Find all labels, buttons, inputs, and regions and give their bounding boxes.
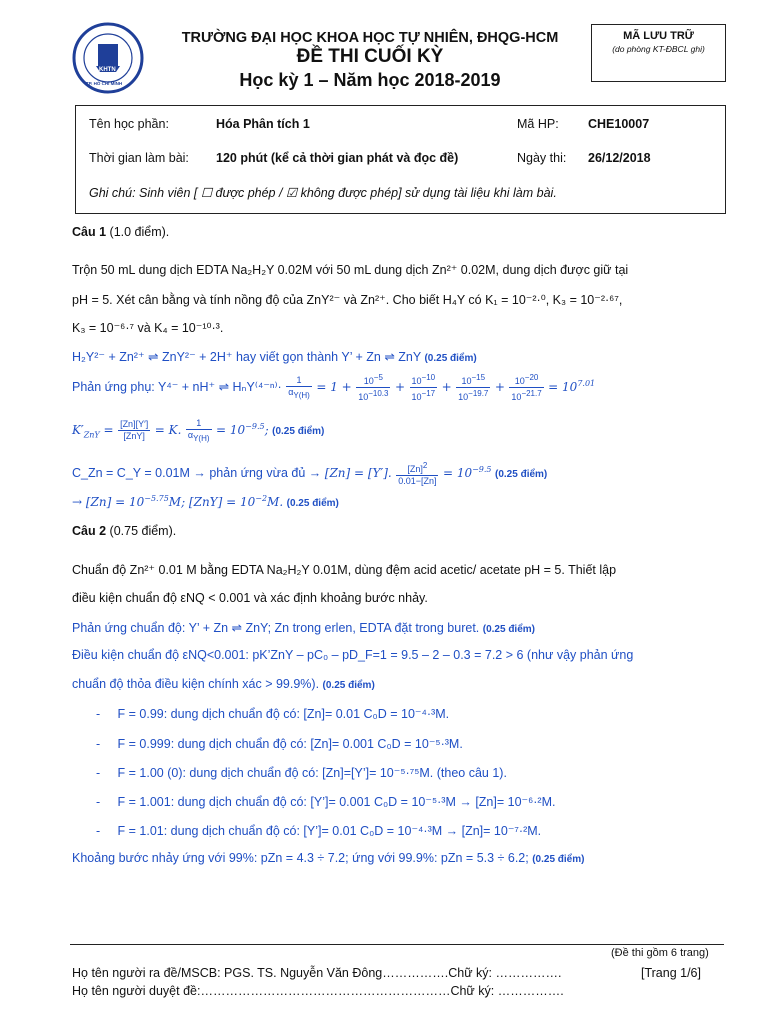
- q1-answer-4-points: (0.25 điểm): [495, 468, 548, 480]
- q2-answer-3-points: (0.25 điểm): [322, 680, 375, 691]
- archive-box: [591, 24, 726, 82]
- q1-line-2: pH = 5. Xét cân bằng và tính nồng độ của ZnY²⁻ và Zn²⁺. Cho biết H₄Y có K₁ = 10⁻²·⁰, K₃ = 10⁻²·⁶⁷,: [72, 293, 623, 307]
- exam-term: Học kỳ 1 – Năm học 2018-2019: [239, 70, 501, 90]
- q2-item-5: - F = 1.01: dung dịch chuẩn độ có: [Y’]= 0.01 C₀D = 10⁻⁴·³M → [Zn]= 10⁻⁷·²M.: [96, 824, 542, 838]
- logo-text: KHTN: [99, 67, 116, 73]
- q2-answer-4: [72, 851, 584, 865]
- q1-title: Câu 1: [72, 225, 107, 239]
- logo-sub: TP. HỒ CHÍ MINH: [86, 81, 123, 86]
- archive-note: (do phòng KT-ĐBCL ghi): [612, 44, 705, 54]
- date-label: Ngày thi:: [517, 151, 567, 165]
- q2-points: (0.75 điểm).: [109, 524, 177, 538]
- page-number: [Trang 1/6]: [641, 966, 701, 980]
- q2-answer-1-text: Phản ứng chuẩn độ: Y’ + Zn ⇌ ZnY; Zn trong erlen, EDTA đặt trong buret.: [72, 621, 480, 635]
- university-logo: [72, 22, 144, 94]
- q2-item-5-text: F = 1.01: dung dịch chuẩn độ có: [Y’]= 0.01 C₀D = 10⁻⁴·³M → [Zn]= 10⁻⁷·²M.: [117, 824, 542, 838]
- q1-answer-5: → $[Zn] = 10^{-5.75}M$; $[ZnY] = 10^{-2}M$. (0.25 điểm): [72, 494, 339, 509]
- q2-item-2: - F = 0.999: dung dịch chuẩn độ có: [Zn]= 0.001 C₀D = 10⁻⁵·³M.: [96, 737, 463, 751]
- time-label: Thời gian làm bài:: [89, 151, 189, 165]
- q1-points: (1.0 điểm).: [109, 225, 170, 239]
- exam-info-box: [75, 105, 726, 214]
- code-value: CHE10007: [588, 117, 650, 131]
- q2-item-4: - F = 1.001: dung dịch chuẩn độ có: [Y’]= 0.001 C₀D = 10⁻⁵·³M → [Zn]= 10⁻⁶·²M.: [96, 795, 556, 809]
- q2-item-3-text: F = 1.00 (0): dung dịch chuẩn độ có: [Zn]=[Y’]= 10⁻⁵·⁷⁵M. (theo câu 1).: [117, 766, 507, 780]
- exam-title: ĐỀ THI CUỐI KỲ: [296, 46, 444, 67]
- q1-answer-3: $K'_{ZnY}$ = $\frac{[Zn][Y']}{\text{[ZnY]}}$ = K. $\frac{1}{\alpha_{Y(H)}}$ = $10^{-9.5}$; (0.25 điểm): [72, 418, 325, 443]
- q1-answer-1: [72, 349, 477, 364]
- q2-answer-2: Điều kiện chuẩn độ εNQ<0.001: pK’ZnY – pC₀ – pD_F=1 = 9.5 – 2 – 0.3 = 7.2 > 6 (như vậy phản ứng: [72, 648, 634, 662]
- q2-answer-4-text: Khoảng bước nhảy ứng với 99%: pZn = 4.3 ÷ 7.2; ứng với 99.9%: pZn = 5.3 ÷ 6.2;: [72, 851, 529, 865]
- q1-answer-1-points: (0.25 điểm): [424, 353, 477, 364]
- course-label: Tên học phần:: [89, 117, 169, 131]
- q2-answer-1: [72, 620, 535, 635]
- q1-heading: [72, 225, 169, 239]
- footer-divider: [70, 944, 724, 945]
- time-value: 120 phút (kể cả thời gian phát và đọc đề): [216, 151, 459, 165]
- q2-item-2-text: F = 0.999: dung dịch chuẩn độ có: [Zn]= 0.001 C₀D = 10⁻⁵·³M.: [117, 737, 463, 751]
- q2-item-4-text: F = 1.001: dung dịch chuẩn độ có: [Y’]= 0.001 C₀D = 10⁻⁵·³M → [Zn]= 10⁻⁶·²M.: [117, 795, 556, 809]
- school-name: TRƯỜNG ĐẠI HỌC KHOA HỌC TỰ NHIÊN, ĐHQG-HCM: [181, 30, 559, 46]
- q2-line-1: Chuẩn độ Zn²⁺ 0.01 M bằng EDTA Na₂H₂Y 0.01M, dùng đệm acid acetic/ acetate pH = 5. Thiết lập: [72, 563, 617, 577]
- date-value: 26/12/2018: [588, 151, 651, 165]
- q2-answer-4-points: (0.25 điểm): [532, 854, 585, 865]
- archive-title: MÃ LƯU TRỮ: [623, 30, 694, 42]
- q1-answer-3-points: (0.25 điểm): [272, 426, 325, 438]
- q1-answer-4: C_Zn = C_Y = 0.01M → phản ứng vừa đủ → [Zn] = [Y′]. $\frac{[Zn]^2}{0.01-[Zn]}$ = $10^{-9.5}$ (0.25 điểm): [72, 461, 548, 486]
- reviewer-line: Họ tên người duyệt đề:……………………………………………………Chữ ký: …………….: [72, 984, 564, 998]
- q2-title: Câu 2: [72, 524, 107, 538]
- q1-line-3: K₃ = 10⁻⁶·⁷ và K₄ = 10⁻¹⁰·³.: [72, 321, 224, 335]
- page-count: (Đề thi gồm 6 trang): [611, 947, 709, 959]
- q2-line-2: điều kiện chuẩn độ εNQ < 0.001 và xác định khoảng bước nhảy.: [72, 591, 428, 605]
- q1-answer-2-text: Phản ứng phụ: Y⁴⁻ + nH⁺ ⇌ HₙY⁽⁴⁻ⁿ⁾·: [72, 379, 282, 394]
- q1-answer-2: Phản ứng phụ: Y⁴⁻ + nH⁺ ⇌ HₙY⁽⁴⁻ⁿ⁾· $\frac{1}{\alpha_{Y(H)}}$ = 1 + $\frac{10^{-5}}{10^{-10.3}}$ + $\frac{10^{-10}}{10^{-17}}$ + $\frac{10^{-15}}{10^{-19.7}}$ + $\frac{10^{-20}}{10^{-21.7}}$ = $10^{7.01}$: [72, 373, 596, 402]
- author-line: Họ tên người ra đề/MSCB: PGS. TS. Nguyễn Văn Đông…………….Chữ ký: …………….: [72, 966, 562, 980]
- q2-answer-3-text: chuẩn độ thỏa điều kiện chính xác > 99.9%).: [72, 677, 320, 691]
- q1-answer-1-text: H₂Y²⁻ + Zn²⁺ ⇌ ZnY²⁻ + 2H⁺ hay viết gọn thành Y’ + Zn ⇌ ZnY: [72, 350, 421, 364]
- q1-answer-4-text: C_Zn = C_Y = 0.01M → phản ứng vừa đủ →: [72, 465, 322, 480]
- q2-item-1: - F = 0.99: dung dịch chuẩn độ có: [Zn]= 0.01 C₀D = 10⁻⁴·³M.: [96, 707, 450, 721]
- q1-answer-5-points: (0.25 điểm): [286, 498, 339, 509]
- code-label: Mã HP:: [517, 117, 559, 131]
- q2-item-3: - F = 1.00 (0): dung dịch chuẩn độ có: [Zn]=[Y’]= 10⁻⁵·⁷⁵M. (theo câu 1).: [96, 766, 507, 780]
- q1-line-1: Trộn 50 mL dung dịch EDTA Na₂H₂Y 0.02M với 50 mL dung dịch Zn²⁺ 0.02M, dung dịch được giữ tại: [72, 263, 629, 277]
- q2-item-1-text: F = 0.99: dung dịch chuẩn độ có: [Zn]= 0.01 C₀D = 10⁻⁴·³M.: [117, 707, 450, 721]
- q2-answer-1-points: (0.25 điểm): [482, 624, 535, 635]
- q2-answer-3: [72, 677, 375, 691]
- course-value: Hóa Phân tích 1: [216, 117, 310, 131]
- q2-heading: [72, 524, 176, 538]
- exam-note: Ghi chú: Sinh viên [ ☐ được phép / ☑ không được phép] sử dụng tài liệu khi làm bài.: [89, 186, 557, 200]
